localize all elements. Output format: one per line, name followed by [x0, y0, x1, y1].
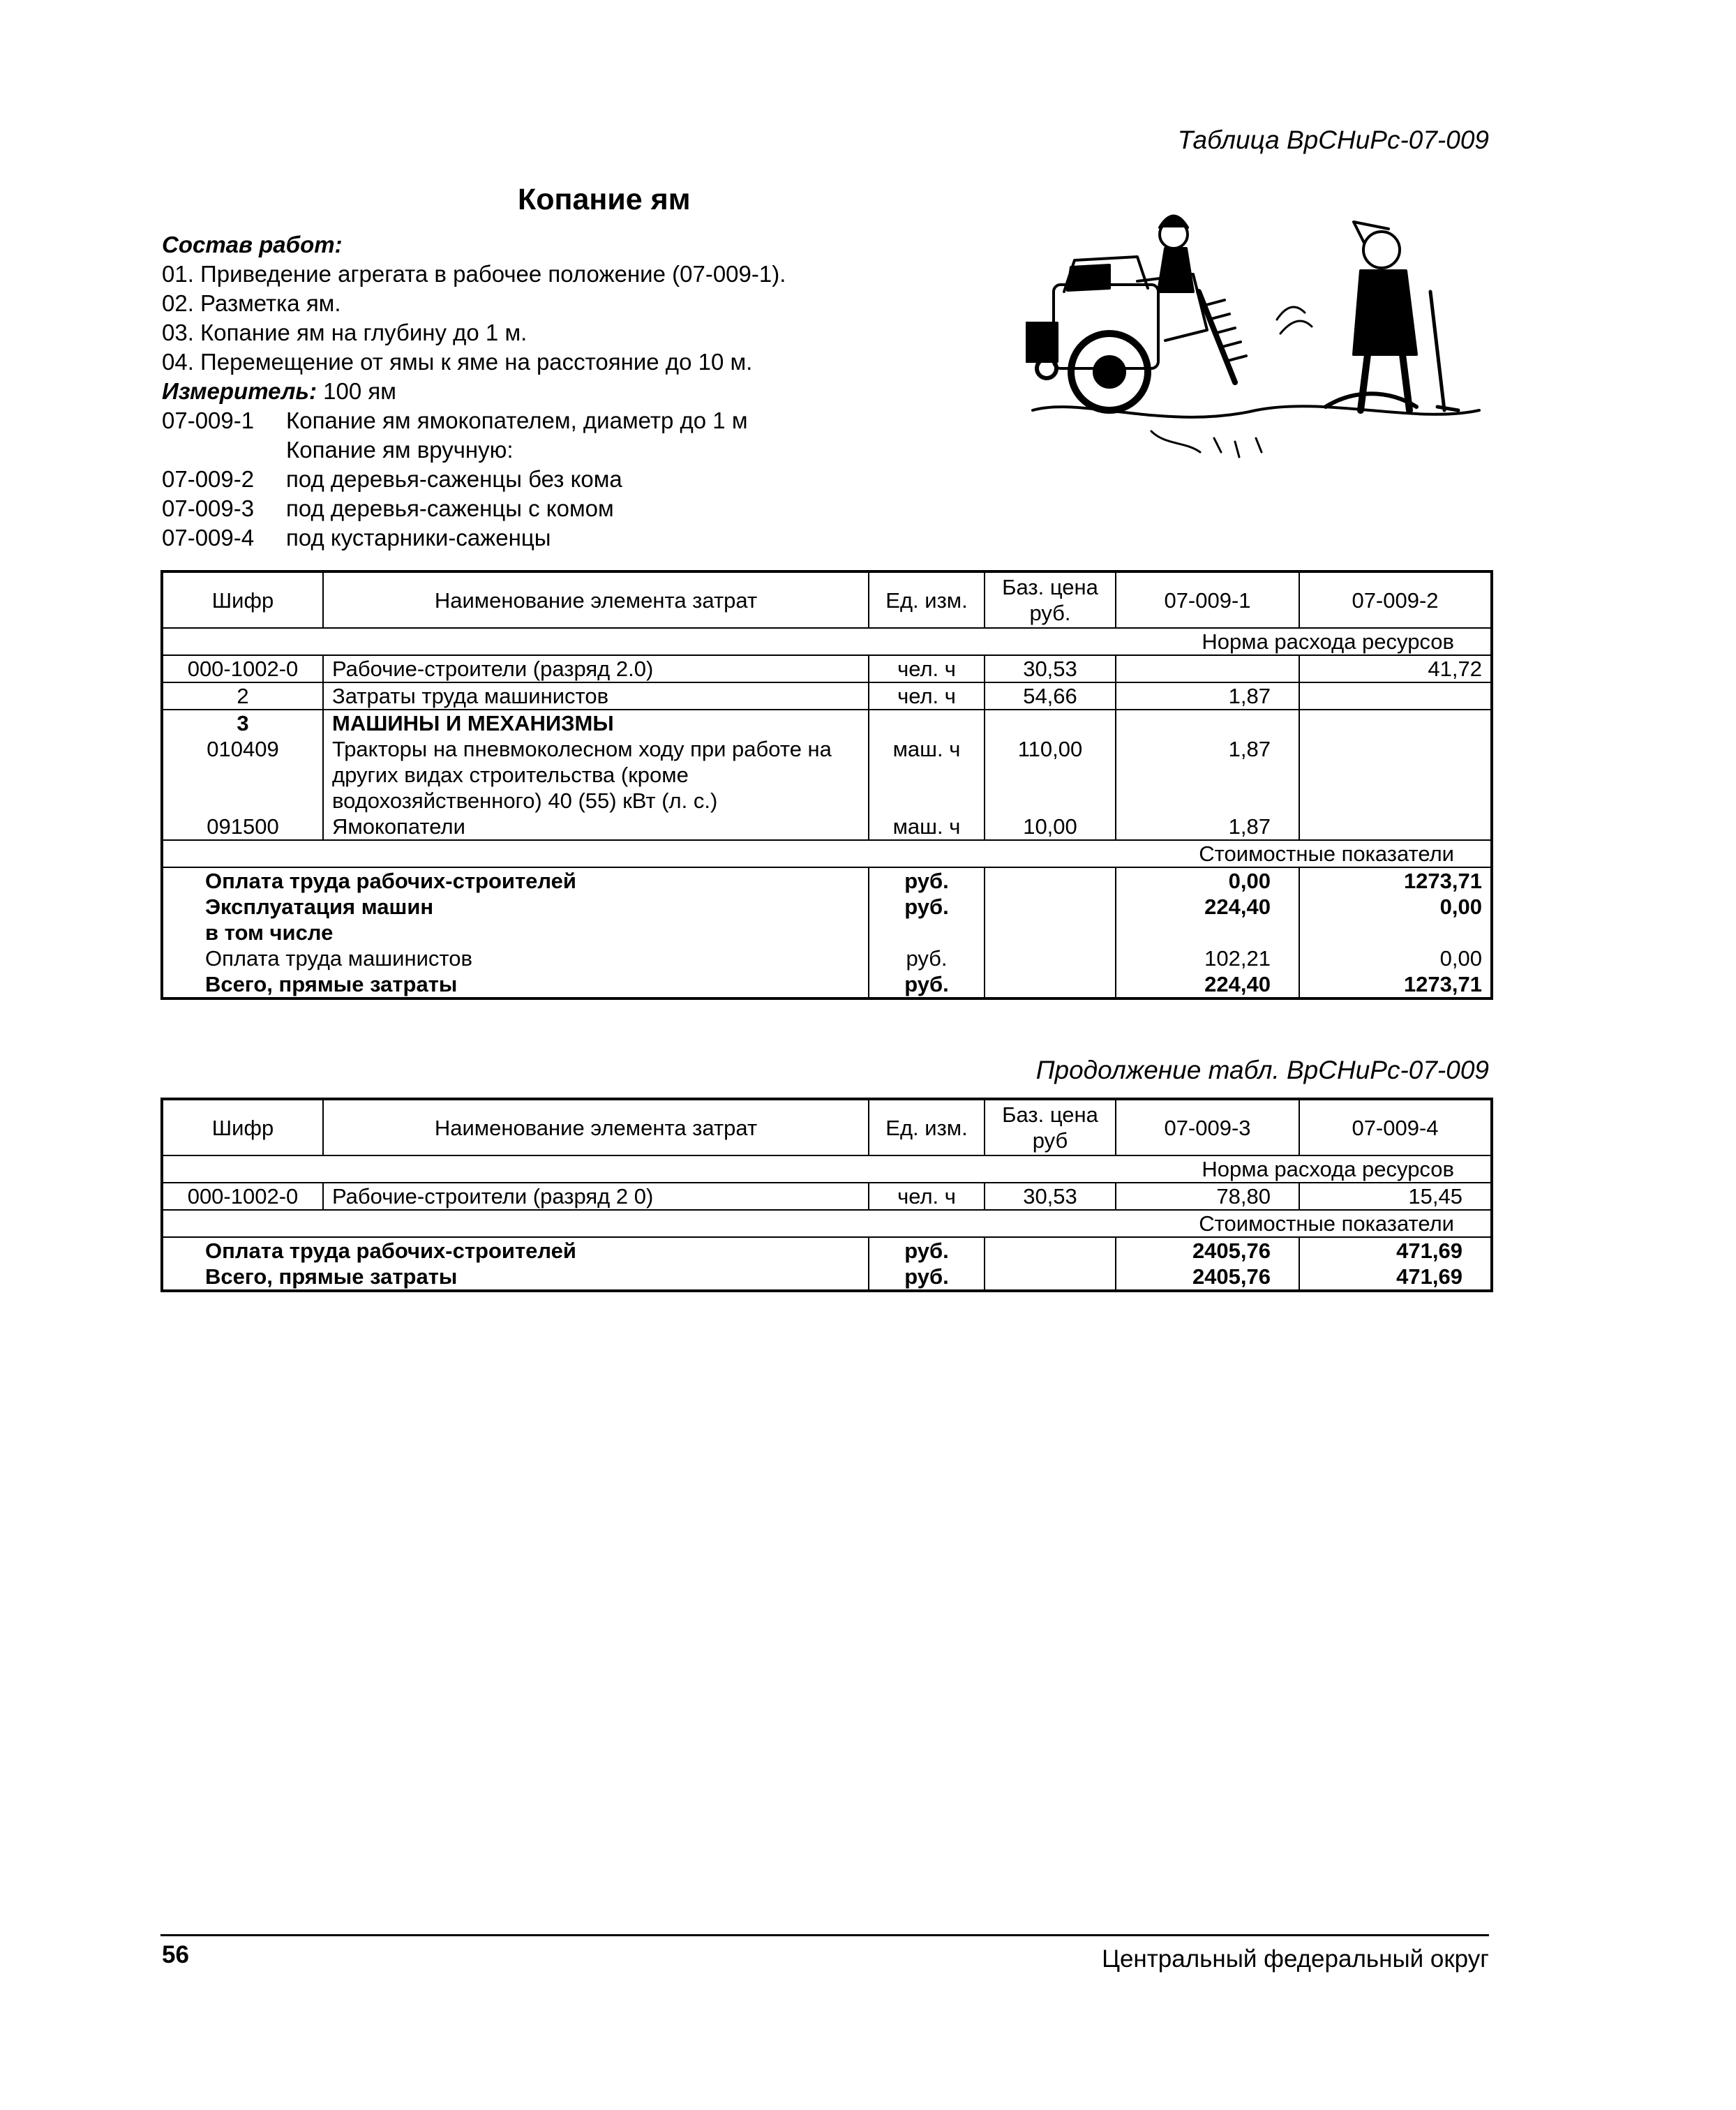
tractor-auger-workers-drawing — [1026, 201, 1486, 466]
row-unit: чел. ч — [869, 1183, 985, 1210]
composition-step: 02. Разметка ям. — [162, 290, 341, 316]
row-name: Рабочие-строители (разряд 2.0) — [323, 655, 869, 682]
cost-unit: руб. — [904, 895, 949, 919]
row-code: 2 — [162, 682, 323, 710]
table-row — [162, 814, 1492, 840]
measure-label: Измеритель: — [162, 378, 317, 404]
cost-price-empty — [985, 1237, 1116, 1291]
cost-unit: руб. — [904, 1264, 949, 1289]
col-header-07-009-3: 07-009-3 — [1116, 1099, 1299, 1155]
row-price: 54,66 — [985, 682, 1116, 710]
measure-value: 100 ям — [323, 378, 396, 404]
cost-units — [869, 1237, 985, 1291]
row-value-1: 78,80 — [1116, 1183, 1299, 1210]
machine-code: 010409 — [207, 737, 279, 761]
table-caption: Таблица ВрСНиРс-07-009 — [1177, 126, 1489, 154]
cost-labels — [162, 867, 869, 998]
item-row — [162, 523, 786, 553]
item-subheading: Копание ям вручную: — [286, 437, 514, 463]
item-code: 07-009-2 — [162, 466, 255, 492]
row-unit: чел. ч — [869, 682, 985, 710]
section-costs-label: Стоимостные показатели — [162, 1210, 1492, 1237]
section-costs-label: Стоимостные показатели — [162, 840, 1492, 867]
row-name: Затраты труда машинистов — [323, 682, 869, 710]
cost-values-1 — [1116, 867, 1299, 998]
row-unit: маш. ч — [869, 814, 985, 840]
section-row-costs — [162, 1210, 1492, 1237]
cost-unit: руб. — [904, 1239, 949, 1263]
machine-name: Тракторы на пневмоколесном ходу при работе на других видах строительства (кроме водохозяйственного) 40 (55) кВт (л. с.) — [332, 737, 832, 813]
row-value-2 — [1299, 814, 1492, 840]
section-row-norms — [162, 628, 1492, 655]
item-text: под деревья-саженцы с комом — [286, 495, 614, 521]
cost-unit: руб. — [904, 972, 949, 996]
cost-value-2: 471,69 — [1396, 1239, 1462, 1263]
col-header-unit: Ед. изм. — [869, 571, 985, 628]
cost-value-2: 0,00 — [1439, 895, 1482, 919]
item-text: Копание ям ямокопателем, диаметр до 1 м — [286, 407, 748, 433]
work-composition — [162, 230, 786, 553]
col-header-price: Баз. цена руб — [985, 1099, 1116, 1155]
section-row-norms — [162, 1155, 1492, 1183]
row-name: Рабочие-строители (разряд 2 0) — [323, 1183, 869, 1210]
group-code: 3 — [237, 711, 249, 735]
row-value-2: 15,45 — [1299, 1183, 1492, 1210]
col-header-name: Наименование элемента затрат — [323, 1099, 869, 1155]
row-unit — [869, 710, 985, 814]
cost-value-2: 1273,71 — [1403, 869, 1482, 893]
cost-label: Всего, прямые затраты — [205, 1264, 458, 1289]
cost-price-empty — [985, 867, 1116, 998]
cost-value-1: 224,40 — [1204, 895, 1271, 919]
item-code: 07-009-4 — [162, 525, 255, 551]
table-continuation-caption: Продолжение табл. ВрСНиРс-07-009 — [1035, 1056, 1489, 1084]
section-norms-label: Норма расхода ресурсов — [162, 628, 1492, 655]
resource-norms-table-1 — [160, 570, 1493, 1000]
item-row — [162, 494, 786, 523]
composition-step: 04. Перемещение от ямы к яме на расстояние до 10 м. — [162, 349, 753, 375]
table-row — [162, 1183, 1492, 1210]
composition-step: 03. Копание ям на глубину до 1 м. — [162, 320, 527, 345]
cost-label: Всего, прямые затраты — [205, 972, 458, 996]
row-value-2 — [1299, 682, 1492, 710]
table-header-row — [162, 1099, 1492, 1155]
row-value-1: 1,87 — [1116, 814, 1299, 840]
item-row — [162, 406, 786, 435]
row-unit: чел. ч — [869, 655, 985, 682]
footer-region: Центральный федеральный округ — [1102, 1945, 1489, 1973]
row-code — [162, 710, 323, 814]
row-value-1 — [1116, 710, 1299, 814]
cost-label: Эксплуатация машин — [205, 895, 434, 919]
footer-divider — [160, 1934, 1489, 1936]
col-header-07-009-2: 07-009-2 — [1299, 571, 1492, 628]
col-header-07-009-4: 07-009-4 — [1299, 1099, 1492, 1155]
cost-label: Оплата труда рабочих-строителей — [205, 1239, 576, 1263]
cost-values-1 — [1116, 1237, 1299, 1291]
cost-value-1: 2405,76 — [1192, 1239, 1271, 1263]
row-value-1: 1,87 — [1116, 682, 1299, 710]
item-row — [162, 465, 786, 494]
machine-value-1: 1,87 — [1228, 737, 1271, 761]
row-value-2: 41,72 — [1299, 655, 1492, 682]
section-norms-label: Норма расхода ресурсов — [162, 1155, 1492, 1183]
cost-value-2: 0,00 — [1439, 946, 1482, 971]
resource-norms-table-2 — [160, 1098, 1493, 1292]
col-header-07-009-1: 07-009-1 — [1116, 571, 1299, 628]
cost-value-1: 102,21 — [1204, 946, 1271, 971]
item-text: под кустарники-саженцы — [286, 525, 551, 551]
row-price: 10,00 — [985, 814, 1116, 840]
cost-value-2: 1273,71 — [1403, 972, 1482, 996]
row-price: 30,53 — [985, 655, 1116, 682]
row-value-1 — [1116, 655, 1299, 682]
cost-value-1: 2405,76 — [1192, 1264, 1271, 1289]
cost-value-1: 0,00 — [1228, 869, 1271, 893]
item-code: 07-009-3 — [162, 495, 255, 521]
cost-value-2: 471,69 — [1396, 1264, 1462, 1289]
group-title: МАШИНЫ И МЕХАНИЗМЫ — [332, 711, 614, 735]
machine-unit: маш. ч — [892, 737, 961, 761]
row-code: 000-1002-0 — [162, 655, 323, 682]
row-code: 091500 — [162, 814, 323, 840]
row-price — [985, 710, 1116, 814]
row-value-2 — [1299, 710, 1492, 814]
measure-line — [162, 377, 786, 406]
cost-unit: руб. — [904, 869, 949, 893]
col-header-unit: Ед. изм. — [869, 1099, 985, 1155]
col-header-code: Шифр — [162, 571, 323, 628]
cost-label: Оплата труда машинистов — [205, 946, 472, 971]
cost-values-2 — [1299, 867, 1492, 998]
col-header-code: Шифр — [162, 1099, 323, 1155]
row-name: Ямокопатели — [323, 814, 869, 840]
col-header-price: Баз. цена руб. — [985, 571, 1116, 628]
section-row-costs — [162, 840, 1492, 867]
cost-label: в том числе — [205, 920, 334, 945]
table-row — [162, 655, 1492, 682]
machine-price: 110,00 — [1017, 737, 1083, 761]
row-price: 30,53 — [985, 1183, 1116, 1210]
table-row — [162, 682, 1492, 710]
cost-block — [162, 1237, 1492, 1291]
item-code: 07-009-1 — [162, 407, 255, 433]
page-title: Копание ям — [518, 183, 691, 216]
cost-unit: руб. — [906, 946, 948, 971]
item-text: под деревья-саженцы без кома — [286, 466, 622, 492]
cost-values-2 — [1299, 1237, 1492, 1291]
cost-label: Оплата труда рабочих-строителей — [205, 869, 576, 893]
col-header-name: Наименование элемента затрат — [323, 571, 869, 628]
cost-block — [162, 867, 1492, 998]
cost-value-1: 224,40 — [1204, 972, 1271, 996]
cost-labels — [162, 1237, 869, 1291]
cost-units — [869, 867, 985, 998]
composition-step: 01. Приведение агрегата в рабочее положение (07-009-1). — [162, 261, 786, 287]
composition-heading: Состав работ: — [162, 232, 343, 257]
table-header-row — [162, 571, 1492, 628]
row-code: 000-1002-0 — [162, 1183, 323, 1210]
page-number: 56 — [162, 1941, 189, 1968]
machines-group-row — [162, 710, 1492, 814]
row-name — [323, 710, 869, 814]
